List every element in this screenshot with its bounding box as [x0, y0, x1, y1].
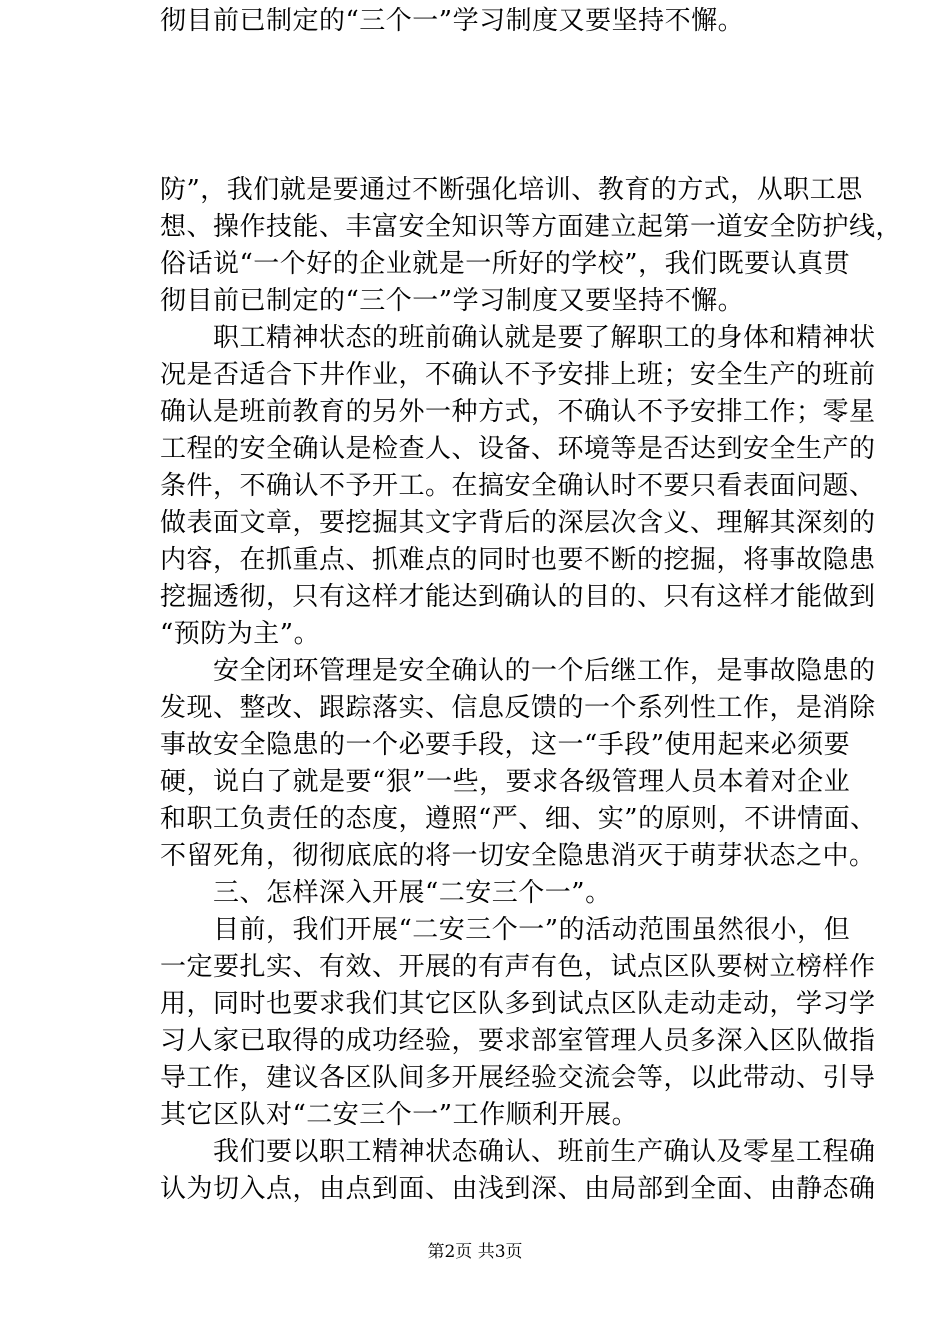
text-line: 做表面文章，要挖掘其文字背后的深层次含义、理解其深刻的 — [160, 508, 876, 538]
section-heading: 三、怎样深入开展“二安三个一”。 — [160, 878, 612, 908]
text-line: 确认是班前教育的另外一种方式，不确认不予安排工作；零星 — [160, 397, 876, 427]
text-line: 彻目前已制定的“三个一”学习制度又要坚持不懈。 — [160, 286, 745, 316]
text-line: 用，同时也要求我们其它区队多到试点区队走动走动，学习学 — [160, 989, 876, 1019]
text-line: 事故安全隐患的一个必要手段，这一“手段”使用起来必须要 — [160, 730, 851, 760]
text-line: 职工精神状态的班前确认就是要了解职工的身体和精神状 — [160, 323, 876, 353]
text-line: 一定要扎实、有效、开展的有声有色，试点区队要树立榜样作 — [160, 952, 876, 982]
text-line: 认为切入点，由点到面、由浅到深、由局部到全面、由静态确 — [160, 1174, 876, 1204]
text-line: 我们要以职工精神状态确认、班前生产确认及零星工程确 — [160, 1137, 876, 1167]
text-line: 彻目前已制定的“三个一”学习制度又要坚持不懈。 — [160, 6, 745, 36]
text-line: 条件，不确认不予开工。在搞安全确认时不要只看表面问题、 — [160, 471, 876, 501]
text-line: 不留死角，彻彻底底的将一切安全隐患消灭于萌芽状态之中。 — [160, 841, 876, 871]
text-line: 习人家已取得的成功经验，要求部室管理人员多深入区队做指 — [160, 1026, 876, 1056]
text-line: 想、操作技能、丰富安全知识等方面建立起第一道安全防护线， — [160, 212, 903, 242]
text-line: “预防为主”。 — [160, 619, 321, 649]
text-line: 况是否适合下井作业，不确认不予安排上班；安全生产的班前 — [160, 360, 876, 390]
text-line: 防”，我们就是要通过不断强化培训、教育的方式，从职工思 — [160, 175, 863, 205]
text-line: 目前，我们开展“二安三个一”的活动范围虽然很小，但 — [160, 915, 851, 945]
text-line: 内容，在抓重点、抓难点的同时也要不断的挖掘，将事故隐患 — [160, 545, 876, 575]
text-line: 挖掘透彻，只有这样才能达到确认的目的、只有这样才能做到 — [160, 582, 876, 612]
text-line: 安全闭环管理是安全确认的一个后继工作，是事故隐患的 — [160, 656, 876, 686]
text-line: 其它区队对“二安三个一”工作顺利开展。 — [160, 1100, 639, 1130]
text-line: 导工作，建议各区队间多开展经验交流会等，以此带动、引导 — [160, 1063, 876, 1093]
text-line: 发现、整改、跟踪落实、信息反馈的一个系列性工作，是消除 — [160, 693, 876, 723]
text-line: 硬，说白了就是要“狠”一些，要求各级管理人员本着对企业 — [160, 767, 851, 797]
text-line: 俗话说“一个好的企业就是一所好的学校”，我们既要认真贯 — [160, 249, 851, 279]
text-line: 和职工负责任的态度，遵照“严、细、实”的原则，不讲情面、 — [160, 804, 877, 834]
page-footer: 第2页 共3页 — [427, 1242, 523, 1262]
text-line: 工程的安全确认是检查人、设备、环境等是否达到安全生产的 — [160, 434, 876, 464]
